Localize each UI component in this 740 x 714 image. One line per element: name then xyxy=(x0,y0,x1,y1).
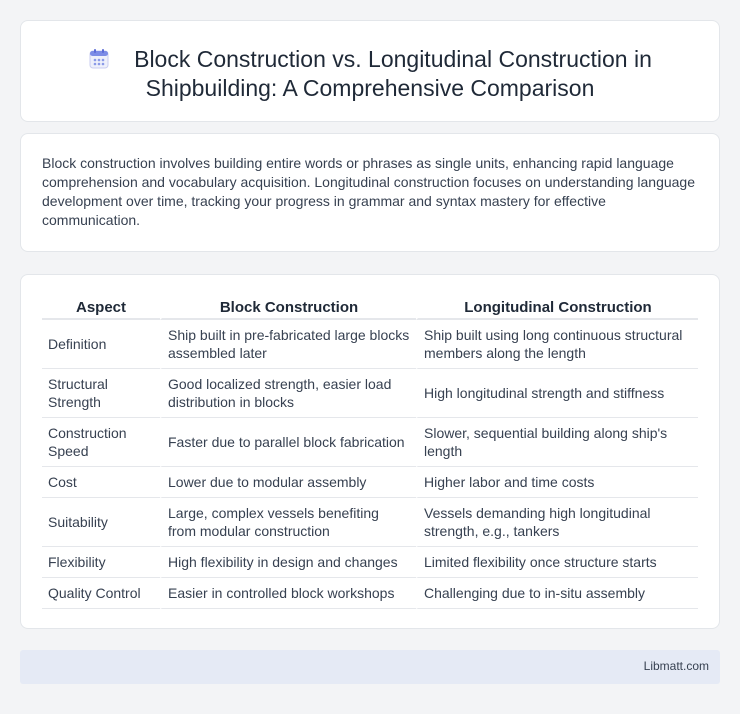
row-longitudinal-value: High longitudinal strength and stiffness xyxy=(416,369,698,418)
row-block-value: High flexibility in design and changes xyxy=(160,547,416,578)
row-aspect: Quality Control xyxy=(42,578,160,609)
table-row xyxy=(42,498,698,547)
row-longitudinal-value: Challenging due to in-situ assembly xyxy=(416,578,698,609)
intro-paragraph: Block construction involves building entire words or phrases as single units, enhancing rapid language comprehension and vocabulary acquisition. Longitudinal construction focuses on understanding language development over time, tracking your progress in grammar and syntax mastery for effective communication. xyxy=(42,155,695,228)
footer-brand[interactable]: Libmatt.com xyxy=(643,659,709,673)
header-block-construction: Block Construction xyxy=(160,296,416,320)
intro-card xyxy=(20,133,720,252)
row-longitudinal-value: Higher labor and time costs xyxy=(416,467,698,498)
table-row xyxy=(42,369,698,418)
footer-bar xyxy=(20,650,720,684)
row-block-value: Easier in controlled block workshops xyxy=(160,578,416,609)
table-row xyxy=(42,320,698,369)
row-aspect: Construction Speed xyxy=(42,418,160,467)
row-aspect: Suitability xyxy=(42,498,160,547)
row-aspect: Definition xyxy=(42,320,160,369)
table-row xyxy=(42,418,698,467)
row-longitudinal-value: Vessels demanding high longitudinal strength, e.g., tankers xyxy=(416,498,698,547)
table-row xyxy=(42,547,698,578)
calendar-icon xyxy=(88,48,110,70)
row-block-value: Lower due to modular assembly xyxy=(160,467,416,498)
table-row xyxy=(42,467,698,498)
page-title xyxy=(21,45,719,103)
row-block-value: Ship built in pre-fabricated large blocks assembled later xyxy=(160,320,416,369)
header-longitudinal-construction: Longitudinal Construction xyxy=(416,296,698,320)
comparison-table-card xyxy=(20,274,720,629)
row-block-value: Good localized strength, easier load distribution in blocks xyxy=(160,369,416,418)
row-block-value: Faster due to parallel block fabrication xyxy=(160,418,416,467)
row-aspect: Structural Strength xyxy=(42,369,160,418)
row-aspect: Flexibility xyxy=(42,547,160,578)
row-longitudinal-value: Ship built using long continuous structural members along the length xyxy=(416,320,698,369)
page-title-text: Block Construction vs. Longitudinal Construction in Shipbuilding: A Comprehensive Comparison xyxy=(134,46,652,101)
row-longitudinal-value: Limited flexibility once structure starts xyxy=(416,547,698,578)
table-row xyxy=(42,578,698,609)
row-aspect: Cost xyxy=(42,467,160,498)
row-longitudinal-value: Slower, sequential building along ship's length xyxy=(416,418,698,467)
table-header-row xyxy=(42,296,698,320)
title-card xyxy=(20,20,720,122)
header-aspect: Aspect xyxy=(42,296,160,320)
row-block-value: Large, complex vessels benefiting from modular construction xyxy=(160,498,416,547)
comparison-table xyxy=(42,296,698,609)
